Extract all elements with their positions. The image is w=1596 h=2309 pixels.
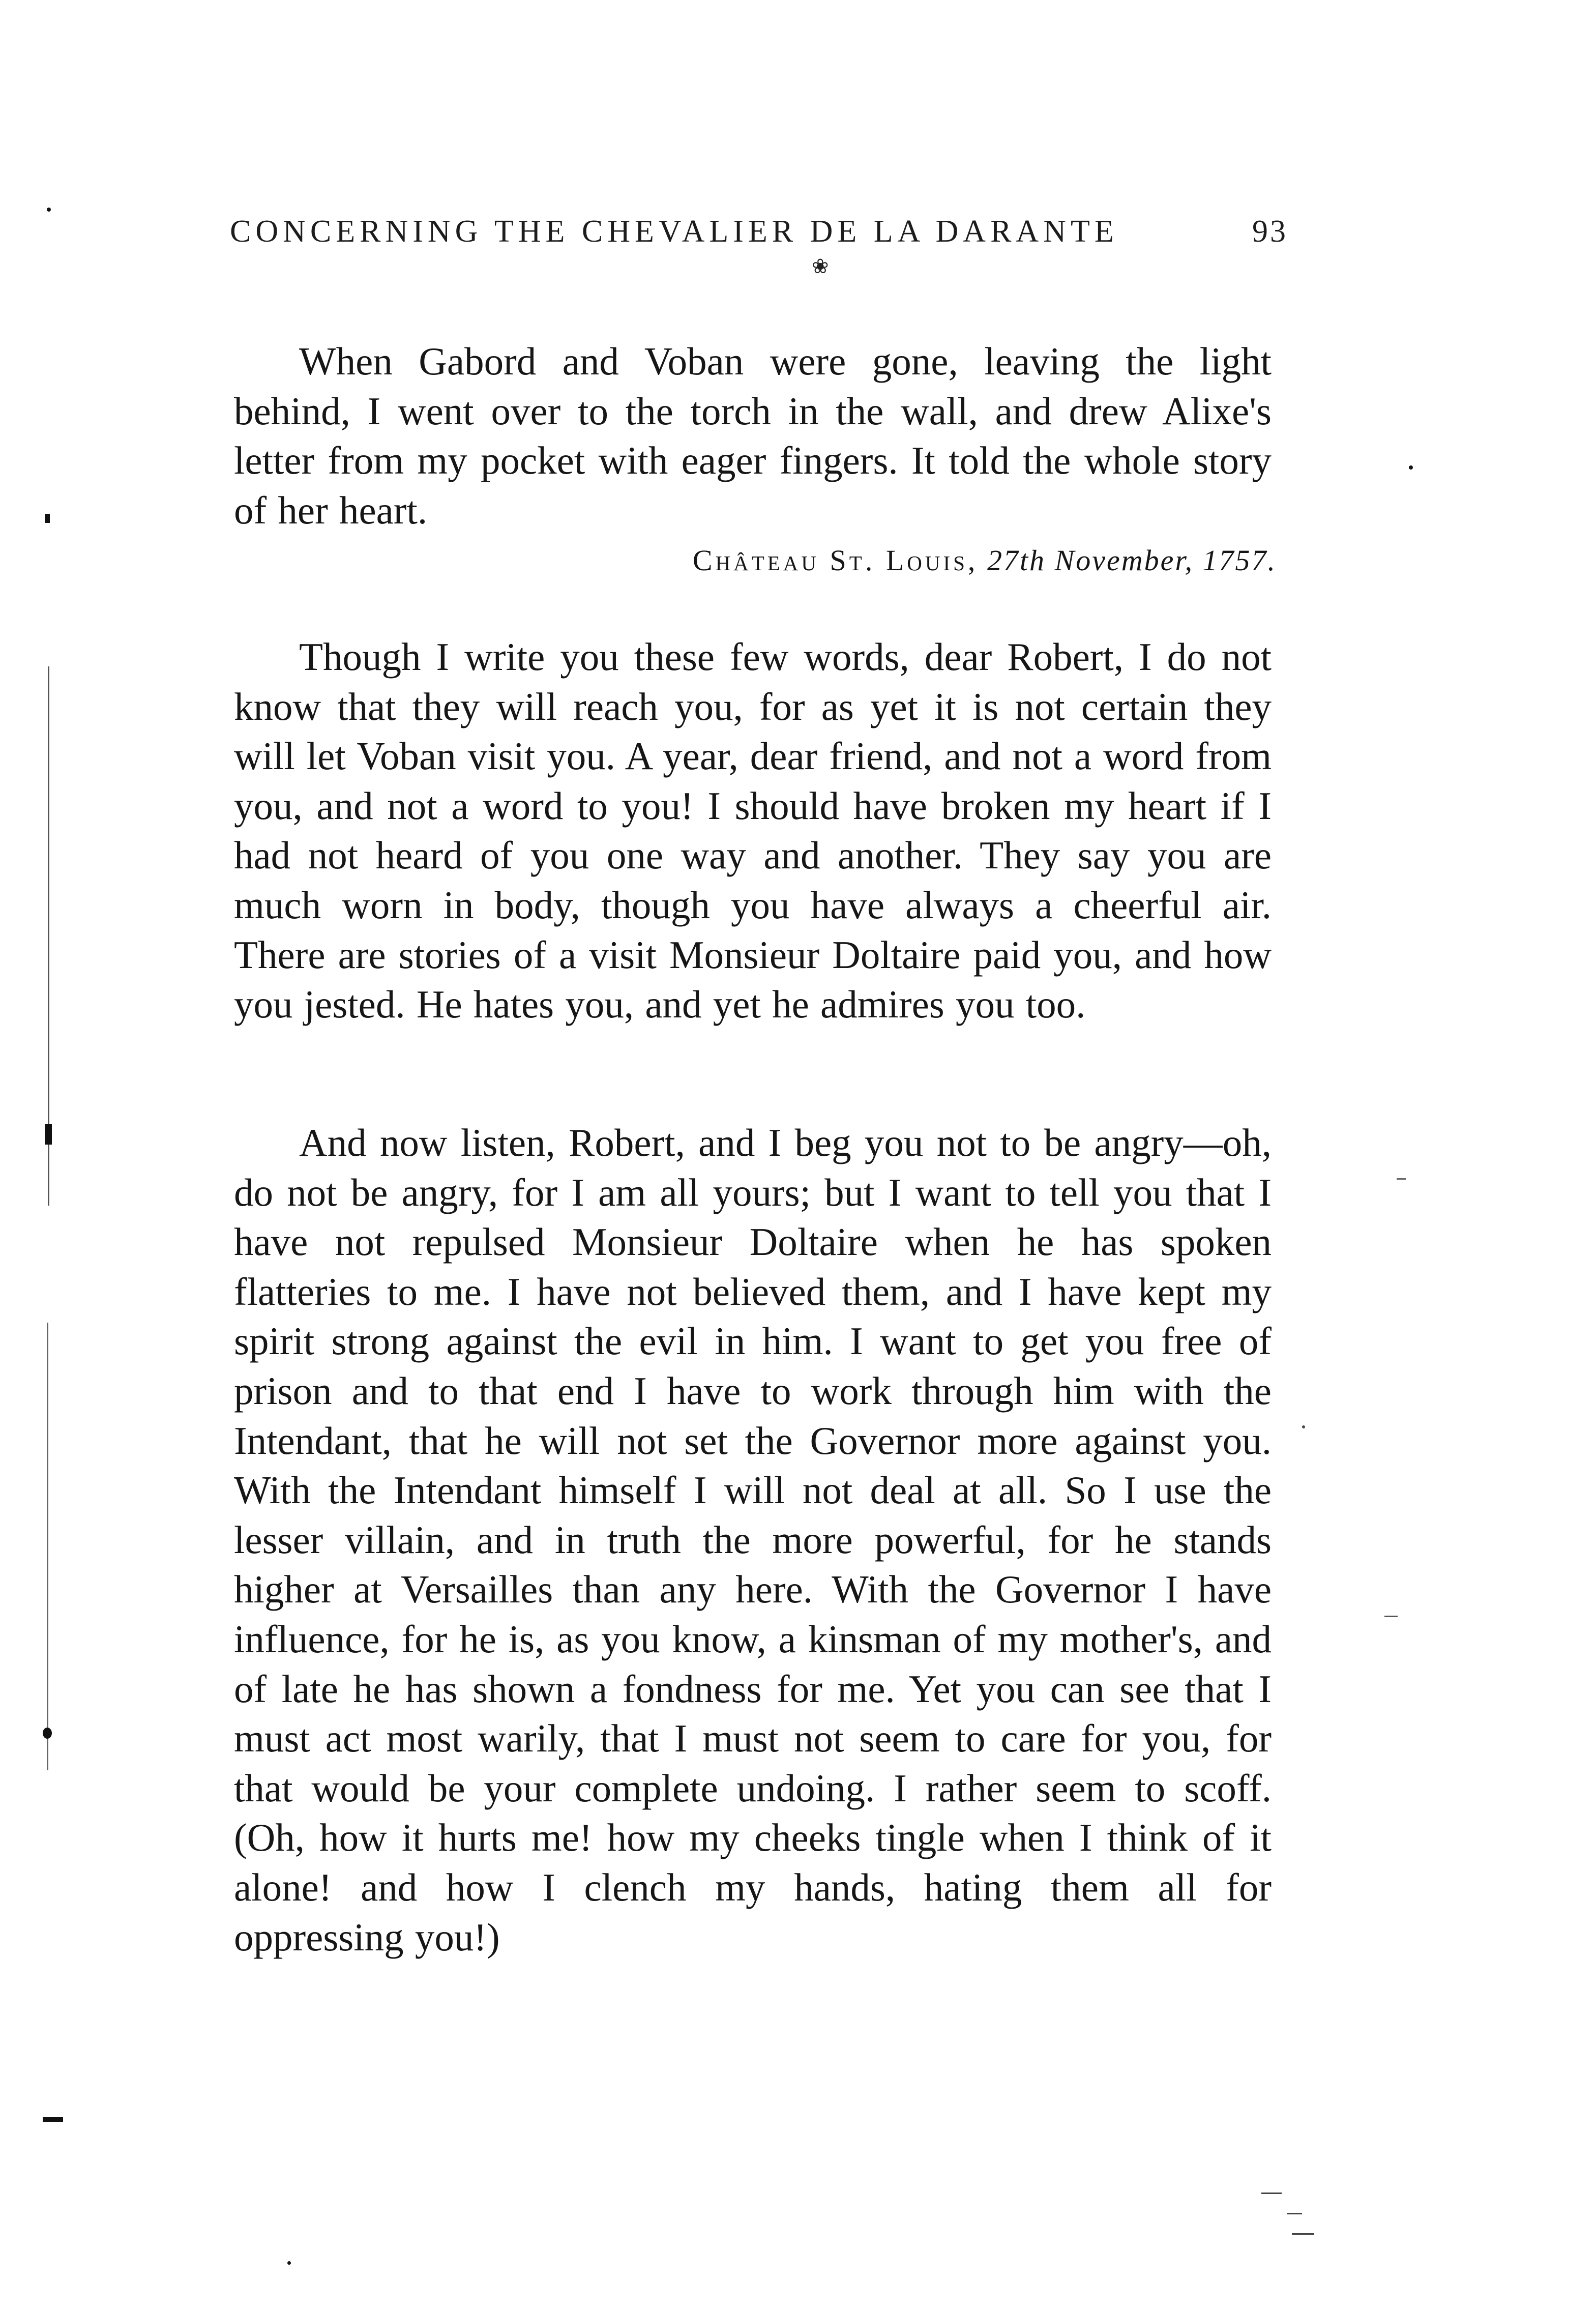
scan-mark: [45, 514, 50, 523]
running-head-title: CONCERNING THE CHEVALIER DE LA DARANTE: [230, 214, 1118, 249]
scan-mark: [1292, 2233, 1314, 2235]
head-ornament-icon: ❀: [812, 255, 829, 278]
scan-mark: [47, 1323, 48, 1770]
page-number: 93: [1252, 214, 1288, 249]
scan-mark: [1397, 1178, 1406, 1180]
scan-mark: [43, 1728, 52, 1739]
letter-paragraph-2: And now listen, Robert, and I beg you not to be angry—oh, do not be angry, for I am all yours; but I want to tell you that I have not repulsed Monsieur Doltaire when he has spoken flatteries to me. I have not believed them, and I have kept my spirit strong against the evil in him. I want to get you free of prison and to that end I have to work through him with the Intendant, that he will not set the Governor more against you. With the Intendant himself I will not deal at all. So I use the lesser villain, and in truth the more powerful, for he stands higher at Versailles than any here. With the Governor I have influence, for he is, as you know, a kinsman of my mother's, and of late he has shown a fondness for me. Yet you can see that I must act most warily, that I must not seem to care for you, for that would be your complete undoing. I rather seem to scoff. (Oh, how it hurts me! how my cheeks tingle when I think of it alone! and how I clench my hands, hating them all for oppressing you!): [234, 1121, 1272, 1959]
scan-mark: [1261, 2193, 1282, 2194]
running-head: [230, 214, 1288, 254]
letter-place: Château St. Louis,: [692, 544, 979, 577]
scan-mark: [43, 2117, 63, 2122]
paragraph-intro: When Gabord and Voban were gone, leaving the light behind, I went over to the torch in the wall, and drew Alixe's letter from my pocket with eager fingers. It told the whole story of her heart.: [234, 339, 1272, 532]
scan-mark: [1302, 1425, 1305, 1428]
scan-mark: [287, 2261, 291, 2265]
scan-mark: [47, 208, 51, 212]
letter-dateline: [570, 543, 1277, 577]
letter-paragraph-1: Though I write you these few words, dear Robert, I do not know that they will reach you, for as yet it is not certain they will let Voban visit you. A year, dear friend, and not a word from you, and not a word to you! I should have broken my heart if I had not heard of you one way and another. They say you are much worn in body, though you have always a cheerful air. There are stories of a visit Monsieur Doltaire paid you, and how you jested. He hates you, and yet he admires you too.: [234, 635, 1272, 1027]
scan-mark: [1384, 1616, 1398, 1617]
scan-mark: [1287, 2213, 1302, 2214]
scan-mark: [1409, 465, 1413, 470]
scan-mark: [45, 1124, 52, 1145]
letter-date: 27th November, 1757.: [987, 544, 1277, 577]
